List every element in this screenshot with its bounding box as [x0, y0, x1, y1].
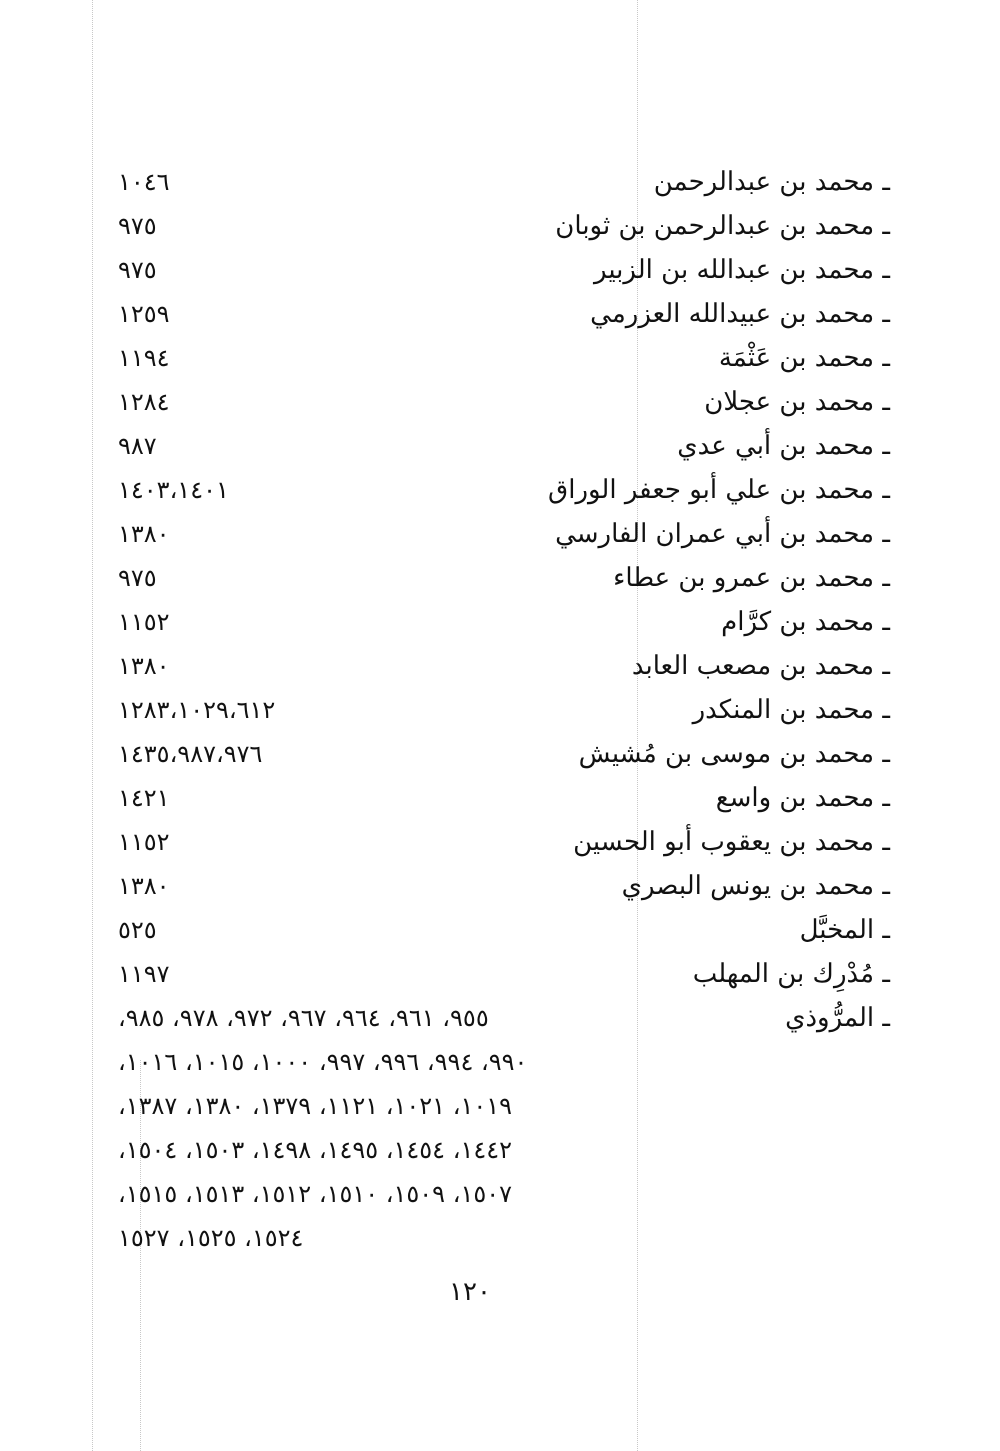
index-entry [100, 336, 890, 380]
index-entry [100, 820, 890, 864]
entry-name: ـ محمد بن كرَّام [721, 607, 890, 637]
index-entry [100, 776, 890, 820]
index-entry [100, 424, 890, 468]
entry-name: ـ محمد بن عجلان [704, 387, 890, 417]
entry-pages: ٩٧٥ [118, 256, 157, 284]
entry-name: ـ محمد بن عبدالله بن الزبير [593, 255, 890, 285]
entry-name: ـ محمد بن أبي عدي [677, 431, 890, 461]
entry-name: ـ محمد بن عبدالرحمن بن ثوبان [555, 211, 890, 241]
entry-pages: ١١٩٤ [118, 344, 170, 372]
index-entry [100, 732, 890, 776]
index-entry [100, 996, 890, 1040]
entry-pages: ١٠٤٦ [118, 168, 170, 196]
entry-pages: ١٢٨٣،١٠٢٩،٦١٢ [118, 696, 276, 724]
index-entry [100, 908, 890, 952]
entry-name: ـ محمد بن علي أبو جعفر الوراق [548, 475, 890, 505]
page-number: ١٢٠ [449, 1277, 491, 1307]
entry-name: ـ محمد بن عمرو بن عطاء [613, 563, 890, 593]
index-entries [100, 160, 890, 1260]
entry-name: ـ محمد بن المنكدر [692, 695, 890, 725]
entry-pages-continuation: ١٤٤٢، ١٤٥٤، ١٤٩٥، ١٤٩٨، ١٥٠٣، ١٥٠٤، [118, 1136, 512, 1164]
index-entry [100, 644, 890, 688]
entry-pages: ١٣٨٠ [118, 872, 170, 900]
index-entry [100, 380, 890, 424]
entry-pages: ٩٧٥ [118, 212, 157, 240]
entry-name: ـ المرُّوذي [785, 1003, 890, 1033]
entry-pages: ١١٩٧ [118, 960, 170, 988]
entry-pages: ١٢٥٩ [118, 300, 170, 328]
entry-pages-continuation: ٩٩٠، ٩٩٤، ٩٩٦، ٩٩٧، ١٠٠٠، ١٠١٥، ١٠١٦، [118, 1048, 528, 1076]
index-entry [100, 204, 890, 248]
entry-name: ـ محمد بن موسى بن مُشيش [578, 739, 890, 769]
index-entry [100, 556, 890, 600]
entry-name: ـ محمد بن أبي عمران الفارسي [555, 519, 890, 549]
index-entry [100, 600, 890, 644]
entry-pages: ٩٧٥ [118, 564, 157, 592]
entry-pages: ١١٥٢ [118, 608, 170, 636]
index-entry [100, 160, 890, 204]
entry-pages-continuation: ١٥٠٧، ١٥٠٩، ١٥١٠، ١٥١٢، ١٥١٣، ١٥١٥، [118, 1180, 512, 1208]
entry-pages: ١٢٨٤ [118, 388, 170, 416]
entry-name: ـ محمد بن عبدالرحمن [653, 167, 890, 197]
entry-pages: ١٣٨٠ [118, 652, 170, 680]
entry-name: ـ المخبَّل [799, 915, 890, 945]
entry-name: ـ محمد بن يعقوب أبو الحسين [573, 827, 890, 857]
entry-name: ـ مُدْرِك بن المهلب [692, 959, 890, 989]
index-entry [100, 248, 890, 292]
entry-pages: ١٤٠٣،١٤٠١ [118, 476, 229, 504]
entry-name: ـ محمد بن عبيدالله العزرمي [590, 299, 890, 329]
index-entry [100, 512, 890, 556]
entry-pages: ٩٨٧ [118, 432, 157, 460]
entry-name: ـ محمد بن يونس البصري [621, 871, 890, 901]
entry-name: ـ محمد بن عَثْمَة [718, 343, 890, 373]
entry-pages: ١٤٢١ [118, 784, 170, 812]
entry-pages: ١٣٨٠ [118, 520, 170, 548]
entry-name: ـ محمد بن واسع [715, 783, 890, 813]
entry-pages: ١٤٣٥،٩٨٧،٩٧٦ [118, 740, 263, 768]
entry-name: ـ محمد بن مصعب العابد [631, 651, 890, 681]
entry-pages-continuation: ١٠١٩، ١٠٢١، ١١٢١، ١٣٧٩، ١٣٨٠، ١٣٨٧، [118, 1092, 512, 1120]
index-entry [100, 952, 890, 996]
entry-pages-continuation: ١٥٢٤، ١٥٢٥، ١٥٢٧ [118, 1224, 304, 1252]
scan-guide-line [92, 0, 93, 1451]
entry-pages: ١١٥٢ [118, 828, 170, 856]
index-entry [100, 292, 890, 336]
entry-pages: ٥٢٥ [118, 916, 157, 944]
index-entry [100, 688, 890, 732]
index-entry [100, 864, 890, 908]
index-entry [100, 468, 890, 512]
entry-pages: ٩٥٥، ٩٦١، ٩٦٤، ٩٦٧، ٩٧٢، ٩٧٨، ٩٨٥، [118, 1004, 489, 1032]
